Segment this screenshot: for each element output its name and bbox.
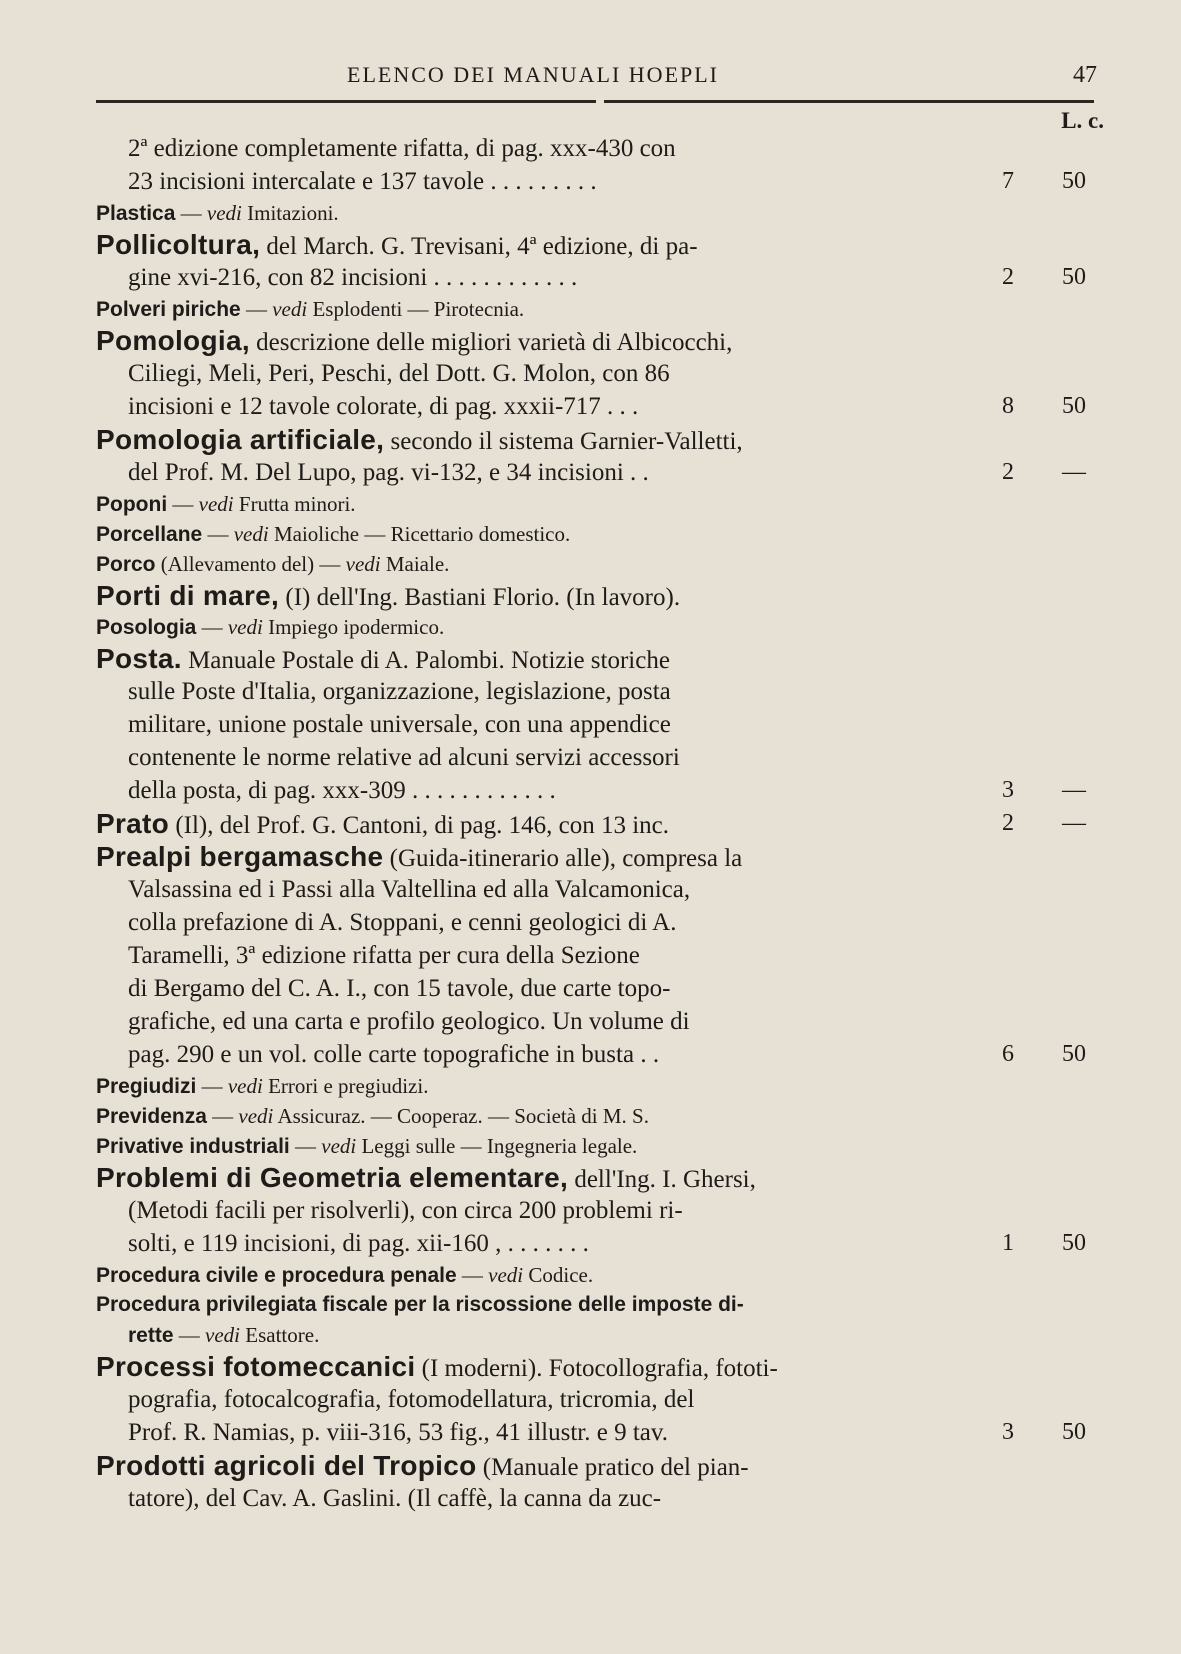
cross-reference-target: Maiale. [380,552,450,576]
cross-reference-target: Esattore. [240,1323,320,1347]
price-centesimi: 50 [1062,1230,1086,1256]
entry-headword: Pomologia artificiale, [96,424,385,455]
price-centesimi: 50 [1062,1041,1086,1067]
catalog-entry [96,228,1106,294]
entry-text: tatore), del Cav. A. Gaslini. (Il caffè, la canna da zuc- [128,1485,662,1512]
entry-line [96,906,1106,939]
price-lire: 7 [1002,168,1014,194]
cross-reference-separator: — [289,1134,322,1158]
catalog-entry [96,324,1106,423]
entry-line [96,1227,1106,1260]
entry-text: Prof. R. Namias, p. viii-316, 53 fig., 41 illustr. e 9 tav. [128,1419,669,1446]
see-also-label: vedi [272,297,308,321]
entry-text: del Prof. M. Del Lupo, pag. vi-132, e 34 incisioni . . [128,459,649,486]
entry-text: pografia, fotocalcografia, fotomodellatura, tricromia, del [128,1386,695,1413]
catalog-entry [96,579,1106,612]
price-centesimi: 50 [1062,264,1086,290]
price-lire: 3 [1002,1419,1014,1445]
entry-line [96,774,1106,807]
cross-reference-line [96,1071,1106,1101]
entry-line [96,423,1106,456]
cross-reference-headword: Pregiudizi [96,1075,197,1098]
catalog-entry [96,294,1106,324]
price-centesimi: 50 [1062,393,1086,419]
cross-reference-headword: Polveri piriche [96,298,241,321]
header-title: ELENCO DEI MANUALI HOEPLI [347,62,720,87]
entry-text: Manuale Postale di A. Palombi. Notizie storiche [181,647,670,674]
entry-text: militare, unione postale universale, con una appendice [128,711,671,738]
see-also-label: vedi [345,552,381,576]
cross-reference-headword: Procedura civile e procedura penale [96,1264,457,1287]
entry-headword: Pollicoltura, [96,229,261,260]
cross-reference-separator: — [240,297,273,321]
entry-headword: Posta. [96,643,182,674]
catalog-entry [96,1320,1106,1350]
price-centesimi: — [1062,810,1086,836]
see-also-label: vedi [321,1134,357,1158]
catalog-entry [96,642,1106,807]
price-lire: 2 [1002,459,1014,485]
price [986,1227,1106,1260]
entry-line [96,357,1106,390]
running-header [97,58,1097,88]
entry-headword: Processi fotomeccanici [96,1351,416,1382]
see-also-label: vedi [238,1104,274,1128]
price [986,807,1106,840]
entry-text: contenente le norme relative ad alcuni servizi accessori [128,744,680,771]
catalog-entry [96,1131,1106,1161]
entry-text: colla prefazione di A. Stoppani, e cenni geologici di A. [128,909,677,936]
entry-headword: Porti di mare, [96,580,280,611]
see-also-label: vedi [227,1074,263,1098]
catalog-entry [96,1260,1106,1290]
catalog-entry [96,1101,1106,1131]
entry-text: (Metodi facili per risolverli), con circa 200 problemi ri- [128,1197,683,1224]
cross-reference-separator: — [175,201,207,225]
price-column-header: L. c. [1061,108,1104,133]
cross-reference-separator: — [167,492,199,516]
header-rule-left [96,100,596,103]
cross-reference-headword: Posologia [96,616,197,639]
entry-line [96,840,1106,873]
cross-reference-line [96,1320,1106,1350]
entry-text: Ciliegi, Meli, Peri, Peschi, del Dott. G. Molon, con 86 [128,360,670,387]
page-number: 47 [1073,62,1097,88]
cross-reference-target: Frutta minori. [233,492,356,516]
price-centesimi: — [1062,459,1086,485]
entry-text: gine xvi-216, con 82 incisioni . . . . . . . . . . . . [128,264,578,291]
price-lire: 2 [1002,264,1014,290]
entry-line [96,741,1106,774]
entry-line [96,1416,1106,1449]
price [986,774,1106,807]
entry-line [96,1005,1106,1038]
cross-reference-headword: Porco [96,553,156,576]
price-centesimi: 50 [1062,1419,1086,1445]
entry-line [96,390,1106,423]
entry-text: sulle Poste d'Italia, organizzazione, legislazione, posta [128,678,671,705]
entry-line [96,642,1106,675]
entry-text: (Guida-itinerario alle), compresa la [383,845,743,872]
see-also-label: vedi [206,201,242,225]
entry-line [96,708,1106,741]
cross-reference-separator: — [202,522,234,546]
price-centesimi: — [1062,777,1086,803]
price [986,261,1106,294]
entry-text: dell'Ing. I. Ghersi, [568,1166,756,1193]
entry-text: 2ª edizione completamente rifatta, di pag. xxx-430 con [128,135,676,162]
header-rule-right [604,100,1094,103]
entry-text: 23 incisioni intercalate e 137 tavole . . . . . . . . . [128,168,597,195]
entry-line [96,939,1106,972]
entry-text: incisioni e 12 tavole colorate, di pag. xxxii-717 . . . [128,393,639,420]
cross-reference-separator: (Allevamento del) — [155,552,346,576]
cross-reference-headword: Porcellane [96,523,203,546]
cross-reference-line [96,294,1106,324]
catalog-entry [96,132,1106,198]
price-lire: 8 [1002,393,1014,419]
cross-reference-line [96,612,1106,642]
entry-line [96,1194,1106,1227]
catalog-entry [96,198,1106,228]
entry-line [96,1161,1106,1194]
cross-reference-line [96,1260,1106,1290]
entry-text: (Il), del Prof. G. Cantoni, di pag. 146, con 13 inc. [169,812,669,839]
price-lire: 6 [1002,1041,1014,1067]
entry-line [96,1038,1106,1071]
cross-reference-headword: Plastica [96,202,176,225]
entry-text: pag. 290 e un vol. colle carte topografiche in busta . . [128,1041,660,1068]
catalog-entry [96,1161,1106,1260]
cross-reference-target: Impiego ipodermico. [262,615,445,639]
cross-reference-separator: — [456,1263,489,1287]
entry-headword: Pomologia, [96,325,250,356]
see-also-label: vedi [233,522,269,546]
catalog-entry [96,1449,1106,1515]
entry-text: (Manuale pratico del pian- [476,1454,749,1481]
cross-reference-line [96,549,1106,579]
entry-text: descrizione delle migliori varietà di Albicocchi, [249,329,733,356]
cross-reference-separator: — [196,615,228,639]
cross-reference-target: Esplodenti — Pirotecnia. [307,297,525,321]
cross-reference-line [96,489,1106,519]
see-also-label: vedi [227,615,263,639]
cross-reference-headword: rette [128,1324,174,1347]
entry-text: del March. G. Trevisani, 4ª edizione, di pa- [260,233,698,260]
entry-text: (I) dell'Ing. Bastiani Florio. (In lavoro). [279,584,681,611]
price [986,1416,1106,1449]
cross-reference-line [96,1290,1106,1320]
entry-line [96,807,1106,840]
catalog-entry [96,612,1106,642]
price-centesimi: 50 [1062,168,1086,194]
price [986,456,1106,489]
cross-reference-target: Imitazioni. [241,201,339,225]
price-lire: 3 [1002,777,1014,803]
price-lire: 1 [1002,1230,1014,1256]
entry-line [96,261,1106,294]
cross-reference-separator: — [173,1323,206,1347]
price [986,165,1106,198]
entry-line [96,579,1106,612]
entry-line [96,165,1106,198]
cross-reference-line [96,198,1106,228]
entry-line [96,228,1106,261]
entry-headword: Prodotti agricoli del Tropico [96,1450,477,1481]
entry-text: (I moderni). Fotocollografia, fototi- [415,1355,778,1382]
entry-text: della posta, di pag. xxx-309 . . . . . . . . . . . . [128,777,556,804]
entry-text: di Bergamo del C. A. I., con 15 tavole, due carte topo- [128,975,671,1002]
entry-text: solti, e 119 incisioni, di pag. xii-160 , . . . . . . . [128,1230,589,1257]
cross-reference-separator: — [196,1074,228,1098]
entry-line [96,324,1106,357]
cross-reference-line [96,1101,1106,1131]
cross-reference-target: Errori e pregiudizi. [262,1074,429,1098]
see-also-label: vedi [198,492,234,516]
cross-reference-headword: Privative industriali [96,1135,290,1158]
catalog-entry [96,1071,1106,1101]
entry-line [96,1449,1106,1482]
entry-line [96,873,1106,906]
catalog-listing [96,132,1106,1515]
entry-text: Taramelli, 3ª edizione rifatta per cura della Sezione [128,942,640,969]
cross-reference-line [96,519,1106,549]
catalog-entry [96,807,1106,840]
see-also-label: vedi [488,1263,524,1287]
catalog-entry [96,1290,1106,1320]
price-lire: 2 [1002,810,1014,836]
catalog-entry [96,423,1106,489]
catalog-entry [96,519,1106,549]
catalog-entry [96,1350,1106,1449]
entry-line [96,675,1106,708]
entry-headword: Problemi di Geometria elementare, [96,1162,569,1193]
price [986,390,1106,423]
cross-reference-line [96,1131,1106,1161]
price [986,1038,1106,1071]
entry-line [96,1383,1106,1416]
catalog-entry [96,489,1106,519]
cross-reference-separator: — [206,1104,239,1128]
cross-reference-target: Leggi sulle — Ingegneria legale. [356,1134,638,1158]
entry-text: secondo il sistema Garnier-Valletti, [384,428,743,455]
entry-headword: Prato [96,808,170,839]
entry-headword: Prealpi bergamasche [96,841,384,872]
entry-text: Valsassina ed i Passi alla Valtellina ed alla Valcamonica, [128,876,691,903]
catalog-entry [96,549,1106,579]
see-also-label: vedi [205,1323,241,1347]
entry-line [96,972,1106,1005]
cross-reference-headword: Procedura privilegiata fiscale per la riscossione delle imposte di- [96,1293,744,1316]
entry-line [96,1482,1106,1515]
cross-reference-headword: Poponi [96,493,168,516]
entry-line [96,456,1106,489]
entry-text: grafiche, ed una carta e profilo geologico. Un volume di [128,1008,690,1035]
cross-reference-target: Maioliche — Ricettario domestico. [268,522,571,546]
entry-line [96,1350,1106,1383]
cross-reference-target: Codice. [523,1263,594,1287]
catalog-entry [96,840,1106,1071]
cross-reference-target: Assicuraz. — Cooperaz. — Società di M. S. [273,1104,649,1128]
cross-reference-headword: Previdenza [96,1105,207,1128]
entry-line [96,132,1106,165]
